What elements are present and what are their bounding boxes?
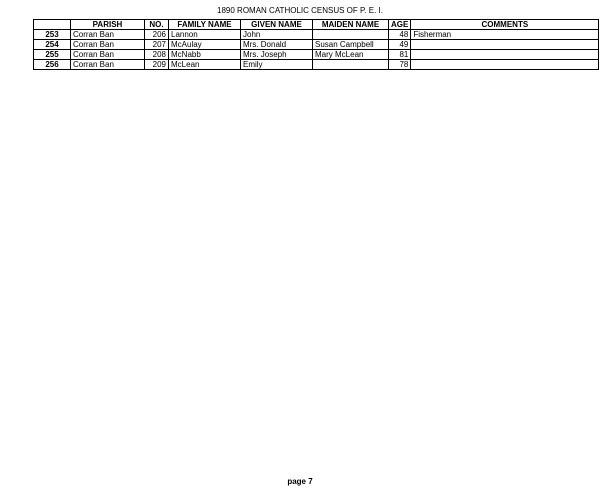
- cell-comments: [411, 60, 599, 70]
- header-parish: PARISH: [71, 20, 145, 30]
- cell-family-name: McLean: [169, 60, 241, 70]
- table-row: [34, 60, 599, 70]
- page-number: page 7: [287, 477, 313, 486]
- header-age: AGE: [389, 20, 411, 30]
- cell-age: 78: [389, 60, 411, 70]
- cell-maiden-name: Mary McLean: [313, 50, 389, 60]
- table-row: [34, 30, 599, 40]
- cell-family-name: Lannon: [169, 30, 241, 40]
- table-header-row: [34, 20, 599, 30]
- header-record-number: [34, 20, 71, 30]
- cell-parish: Corran Ban: [71, 30, 145, 40]
- cell-record-number: 256: [34, 60, 71, 70]
- header-given-name: GIVEN NAME: [241, 20, 313, 30]
- cell-age: 49: [389, 40, 411, 50]
- cell-no: 208: [145, 50, 169, 60]
- table-row: [34, 50, 599, 60]
- cell-age: 81: [389, 50, 411, 60]
- cell-family-name: McAulay: [169, 40, 241, 50]
- header-family-name: FAMILY NAME: [169, 20, 241, 30]
- cell-family-name: McNabb: [169, 50, 241, 60]
- cell-comments: [411, 40, 599, 50]
- cell-parish: Corran Ban: [71, 60, 145, 70]
- header-comments: COMMENTS: [411, 20, 599, 30]
- cell-maiden-name: Susan Campbell: [313, 40, 389, 50]
- cell-no: 207: [145, 40, 169, 50]
- header-maiden-name: MAIDEN NAME: [313, 20, 389, 30]
- cell-given-name: Mrs. Donald: [241, 40, 313, 50]
- cell-parish: Corran Ban: [71, 40, 145, 50]
- cell-record-number: 254: [34, 40, 71, 50]
- header-no: NO.: [145, 20, 169, 30]
- cell-parish: Corran Ban: [71, 50, 145, 60]
- cell-no: 209: [145, 60, 169, 70]
- cell-no: 206: [145, 30, 169, 40]
- cell-given-name: Mrs. Joseph: [241, 50, 313, 60]
- cell-record-number: 253: [34, 30, 71, 40]
- cell-given-name: John: [241, 30, 313, 40]
- cell-maiden-name: [313, 60, 389, 70]
- cell-given-name: Emily: [241, 60, 313, 70]
- cell-comments: Fisherman: [411, 30, 599, 40]
- cell-maiden-name: [313, 30, 389, 40]
- table-row: [34, 40, 599, 50]
- cell-record-number: 255: [34, 50, 71, 60]
- cell-age: 48: [389, 30, 411, 40]
- document-title: 1890 ROMAN CATHOLIC CENSUS OF P. E. I.: [217, 6, 383, 15]
- cell-comments: [411, 50, 599, 60]
- census-table: [33, 19, 599, 70]
